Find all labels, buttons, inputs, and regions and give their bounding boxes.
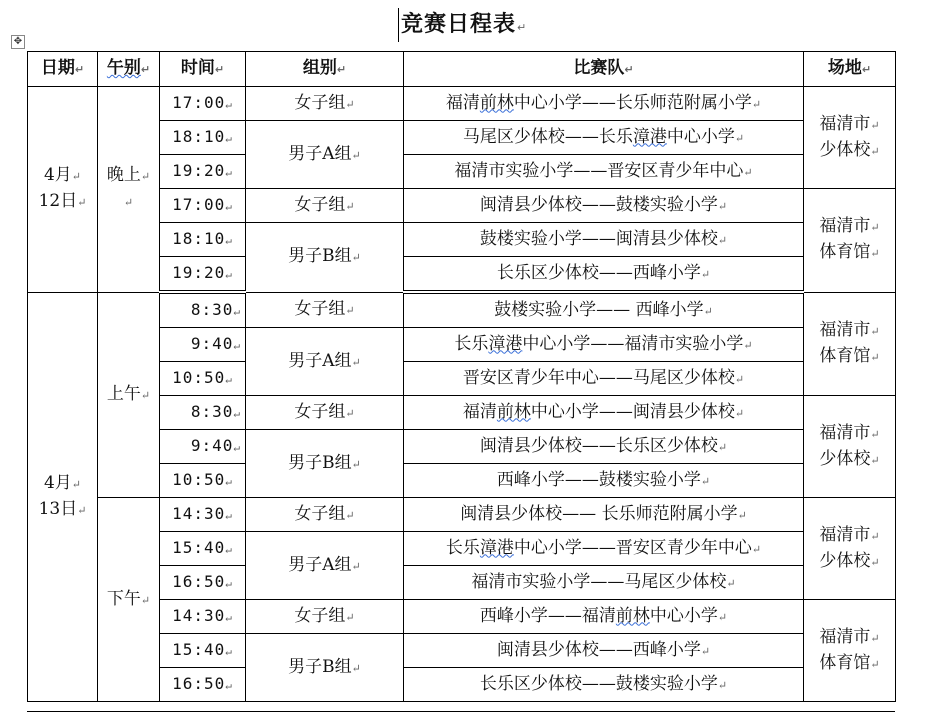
venue-line: 少体校↵ bbox=[819, 448, 880, 469]
session-label: 下午↵ bbox=[106, 588, 151, 609]
schedule-table bbox=[27, 51, 896, 702]
time-cell: 15:40↵ bbox=[160, 532, 246, 566]
table-bottom-border bbox=[27, 711, 895, 712]
header-date: 日期↵ bbox=[28, 52, 98, 87]
venue-cell bbox=[804, 87, 896, 189]
session-label: 晚上↵ bbox=[106, 165, 151, 186]
match-cell: 鼓楼实验小学——闽清县少体校↵ bbox=[404, 223, 804, 257]
venue-line: 福清市↵ bbox=[819, 319, 880, 340]
time-cell: 8:30↵ bbox=[160, 292, 246, 328]
time-cell: 15:40↵ bbox=[160, 634, 246, 668]
header-row bbox=[28, 52, 896, 87]
page-title bbox=[398, 8, 527, 42]
time-cell: 10:50↵ bbox=[160, 362, 246, 396]
venue-line: 体育馆↵ bbox=[819, 345, 880, 366]
venue-line: 福清市↵ bbox=[819, 422, 880, 443]
time-cell: 14:30↵ bbox=[160, 600, 246, 634]
time-cell: 10:50↵ bbox=[160, 464, 246, 498]
time-cell: 9:40↵ bbox=[160, 430, 246, 464]
match-cell: 马尾区少体校——长乐漳港中心小学↵ bbox=[404, 121, 804, 155]
match-cell: 福清前林中心小学——闽清县少体校↵ bbox=[404, 396, 804, 430]
match-cell: 福清前林中心小学——长乐师范附属小学↵ bbox=[404, 87, 804, 121]
date-cell bbox=[28, 292, 98, 702]
match-cell: 闽清县少体校—— 长乐师范附属小学↵ bbox=[404, 498, 804, 532]
match-cell: 长乐区少体校——鼓楼实验小学↵ bbox=[404, 668, 804, 702]
time-cell: 17:00↵ bbox=[160, 189, 246, 223]
table-row bbox=[28, 292, 896, 328]
table-row bbox=[28, 498, 896, 532]
group-cell: 女子组↵ bbox=[246, 498, 404, 532]
venue-line: 少体校↵ bbox=[819, 550, 880, 571]
paragraph-mark: ↵ bbox=[517, 21, 528, 34]
venue-cell bbox=[804, 396, 896, 498]
schedule-body bbox=[28, 87, 896, 702]
table-row bbox=[28, 87, 896, 121]
venue-cell bbox=[804, 189, 896, 293]
venue-line: 福清市↵ bbox=[819, 113, 880, 134]
time-cell: 16:50↵ bbox=[160, 668, 246, 702]
match-cell: 鼓楼实验小学—— 西峰小学↵ bbox=[404, 292, 804, 328]
header-group: 组别↵ bbox=[246, 52, 404, 87]
group-cell: 男子A组↵ bbox=[246, 328, 404, 396]
session-cell bbox=[98, 292, 160, 498]
paragraph-mark: ↵ bbox=[123, 196, 134, 210]
venue-cell bbox=[804, 498, 896, 600]
match-cell: 闽清县少体校——西峰小学↵ bbox=[404, 634, 804, 668]
venue-line: 体育馆↵ bbox=[819, 242, 880, 263]
session-cell bbox=[98, 87, 160, 293]
venue-cell bbox=[804, 600, 896, 702]
date-cell bbox=[28, 87, 98, 293]
venue-line: 福清市↵ bbox=[819, 216, 880, 237]
venue-line: 福清市↵ bbox=[819, 524, 880, 545]
match-cell: 闽清县少体校——长乐区少体校↵ bbox=[404, 430, 804, 464]
match-cell: 晋安区青少年中心——马尾区少体校↵ bbox=[404, 362, 804, 396]
venue-line: 少体校↵ bbox=[819, 139, 880, 160]
time-cell: 9:40↵ bbox=[160, 328, 246, 362]
match-cell: 长乐漳港中心小学——晋安区青少年中心↵ bbox=[404, 532, 804, 566]
group-cell: 男子B组↵ bbox=[246, 430, 404, 498]
group-cell: 女子组↵ bbox=[246, 87, 404, 121]
date-line: 13日↵ bbox=[38, 498, 87, 519]
header-session: 午别↵ bbox=[98, 52, 160, 87]
date-line: 4月↵ bbox=[43, 165, 82, 186]
date-line: 12日↵ bbox=[38, 191, 87, 212]
header-time: 时间↵ bbox=[160, 52, 246, 87]
venue-line: 福清市↵ bbox=[819, 626, 880, 647]
match-cell: 西峰小学——福清前林中心小学↵ bbox=[404, 600, 804, 634]
time-cell: 14:30↵ bbox=[160, 498, 246, 532]
group-cell: 女子组↵ bbox=[246, 396, 404, 430]
time-cell: 17:00↵ bbox=[160, 87, 246, 121]
group-cell: 男子A组↵ bbox=[246, 532, 404, 600]
venue-line: 体育馆↵ bbox=[819, 652, 880, 673]
header-venue: 场地↵ bbox=[804, 52, 896, 87]
time-cell: 19:20↵ bbox=[160, 257, 246, 293]
time-cell: 16:50↵ bbox=[160, 566, 246, 600]
match-cell: 长乐区少体校——西峰小学↵ bbox=[404, 257, 804, 293]
match-cell: 长乐漳港中心小学——福清市实验小学↵ bbox=[404, 328, 804, 362]
venue-cell bbox=[804, 292, 896, 396]
header-match: 比赛队↵ bbox=[404, 52, 804, 87]
group-cell: 女子组↵ bbox=[246, 600, 404, 634]
group-cell: 男子B组↵ bbox=[246, 634, 404, 702]
group-cell: 男子B组↵ bbox=[246, 223, 404, 293]
match-cell: 福清市实验小学——马尾区少体校↵ bbox=[404, 566, 804, 600]
time-cell: 19:20↵ bbox=[160, 155, 246, 189]
group-cell: 女子组↵ bbox=[246, 292, 404, 328]
time-cell: 18:10↵ bbox=[160, 121, 246, 155]
match-cell: 闽清县少体校——鼓楼实验小学↵ bbox=[404, 189, 804, 223]
title-text: 竞赛日程表 bbox=[401, 12, 517, 37]
match-cell: 福清市实验小学——晋安区青少年中心↵ bbox=[404, 155, 804, 189]
time-cell: 8:30↵ bbox=[160, 396, 246, 430]
group-cell: 女子组↵ bbox=[246, 189, 404, 223]
session-cell bbox=[98, 498, 160, 702]
table-move-handle-icon[interactable]: ✥ bbox=[11, 35, 25, 49]
match-cell: 西峰小学——鼓楼实验小学↵ bbox=[404, 464, 804, 498]
time-cell: 18:10↵ bbox=[160, 223, 246, 257]
group-cell: 男子A组↵ bbox=[246, 121, 404, 189]
date-line: 4月↵ bbox=[43, 472, 82, 493]
session-label: 上午↵ bbox=[106, 383, 151, 404]
